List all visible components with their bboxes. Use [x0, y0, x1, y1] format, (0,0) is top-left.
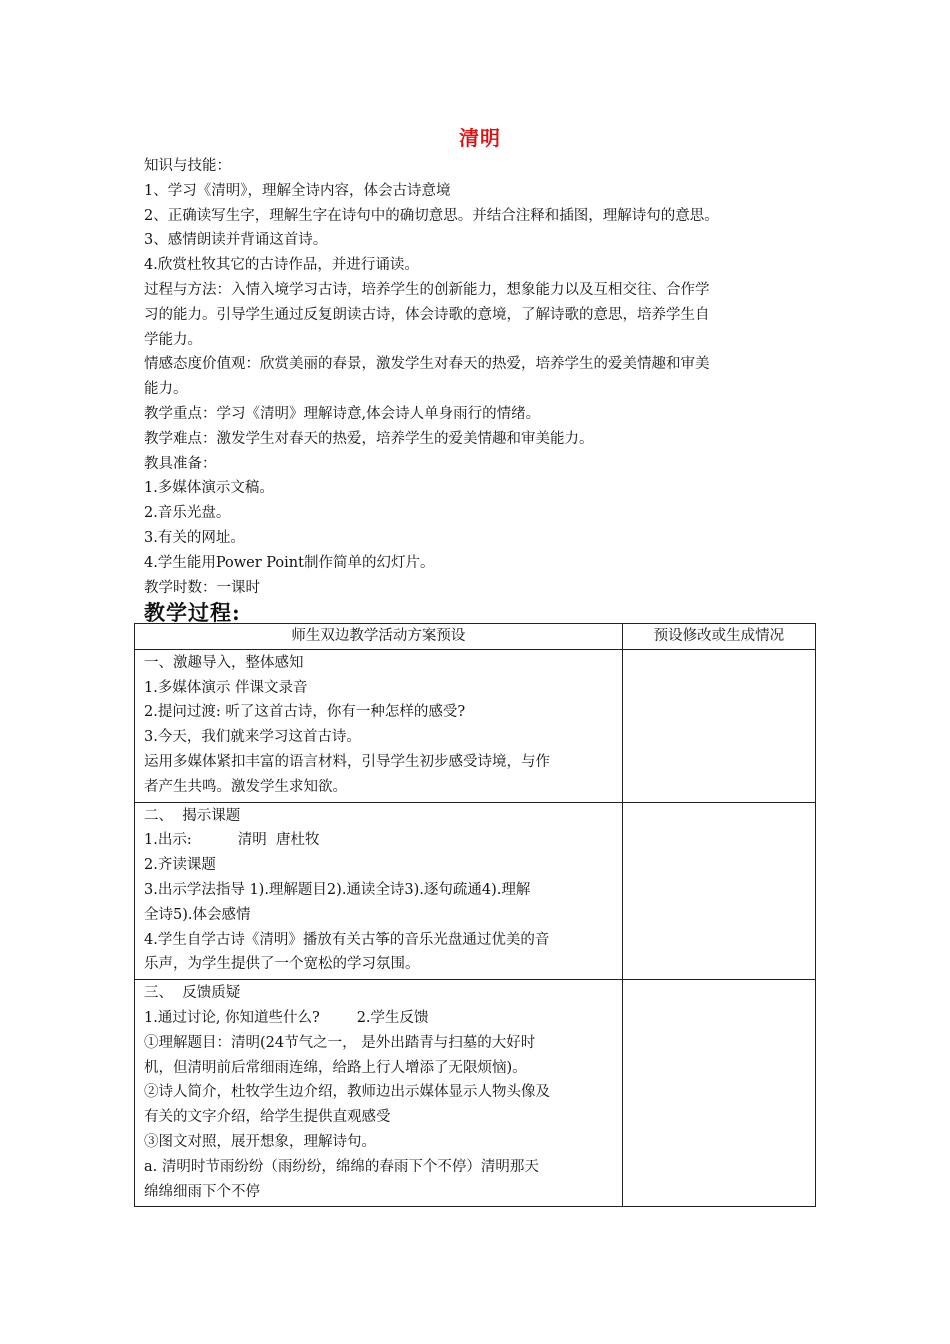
cell-line: 机，但清明前后常细雨连绵，给路上行人增添了无限烦恼)。 [144, 1059, 527, 1076]
lesson-hours-line: 教学时数：一课时 [144, 579, 260, 596]
table-row [135, 649, 816, 802]
notes-cell [622, 649, 815, 802]
notes-cell [622, 802, 815, 980]
header-revision-notes: 预设修改或生成情况 [622, 624, 815, 650]
document-title: 清明 [459, 126, 501, 150]
cell-line: 1.出示: 清明 唐杜牧 [144, 832, 320, 849]
cell-line: 运用多媒体紧扣丰富的语言材料，引导学生初步感受诗境，与作 [144, 753, 550, 770]
objective-line: 2、正确读写生字，理解生字在诗句中的确切意思。并结合注释和插图，理解诗句的意思。 [144, 207, 719, 224]
document-page [144, 124, 816, 626]
table-row [135, 802, 816, 980]
cell-line: 绵绵细雨下个不停 [144, 1183, 260, 1200]
cell-line: ③图文对照，展开想象，理解诗句。 [144, 1133, 376, 1150]
objective-line: 1、学习《清明》，理解全诗内容，体会古诗意境 [144, 182, 451, 199]
attitude-line: 情感态度价值观：欣赏美丽的春景，激发学生对春天的热爱，培养学生的爱美情趣和审美 [144, 356, 710, 373]
key-point-line: 教学重点：学习《清明》理解诗意,体会诗人单身雨行的情绪。 [144, 405, 541, 422]
cell-line: 乐声，为学生提供了一个宽松的学习氛围。 [144, 956, 420, 973]
cell-line: 1.通过讨论, 你知道些什么? 2.学生反馈 [144, 1009, 429, 1026]
activity-cell [135, 649, 623, 802]
cell-line: ①理解题目：清明(24节气之一， 是外出踏青与扫墓的大好时 [144, 1034, 536, 1051]
material-item: 3.有关的网址。 [144, 529, 245, 546]
cell-line: 4.学生自学古诗《清明》播放有关古筝的音乐光盘通过优美的音 [144, 931, 550, 948]
cell-line: 2.提问过渡: 听了这首古诗，你有一种怎样的感受? [144, 704, 466, 721]
cell-line: 全诗5).体会感情 [144, 906, 251, 923]
material-item: 1.多媒体演示文稿。 [144, 480, 274, 497]
table-header-row [135, 624, 816, 650]
table-row [135, 980, 816, 1207]
objectives-heading: 知识与技能： [144, 158, 231, 174]
header-activity-plan: 师生双边教学活动方案预设 [135, 624, 623, 650]
material-item: 2.音乐光盘。 [144, 505, 231, 522]
attitude-line: 能力。 [144, 381, 188, 398]
materials-heading: 教具准备： [144, 455, 217, 472]
cell-line: 2.齐读课题 [144, 857, 216, 874]
cell-line: 1.多媒体演示 伴课文录音 [144, 679, 308, 696]
process-method-line: 过程与方法：入情入境学习古诗，培养学生的创新能力，想象能力以及互相交往、合作学 [144, 281, 710, 298]
process-method-line: 习的能力。引导学生通过反复朗读古诗，体会诗歌的意境，了解诗歌的意思，培养学生自 [144, 306, 710, 323]
activity-cell [135, 802, 623, 980]
section-title: 一、激趣导入，整体感知 [144, 654, 304, 671]
cell-line: 3.出示学法指导 1).理解题目2).通读全诗3).逐句疏通4).理解 [144, 881, 531, 898]
cell-line: 3.今天，我们就来学习这首古诗。 [144, 729, 361, 746]
objective-line: 3、感情朗读并背诵这首诗。 [144, 232, 328, 249]
section-title: 二、 揭示课题 [144, 807, 241, 824]
activity-cell [135, 980, 623, 1207]
process-heading: 教学过程: [144, 600, 241, 626]
difficulty-line: 教学难点：激发学生对春天的热爱，培养学生的爱美情趣和审美能力。 [144, 430, 594, 447]
cell-line: 有关的文字介绍，给学生提供直观感受 [144, 1109, 391, 1126]
process-method-line: 学能力。 [144, 331, 202, 348]
cell-line: a. 清明时节雨纷纷（雨纷纷，绵绵的春雨下个不停）清明那天 [144, 1158, 539, 1175]
cell-line: 者产生共鸣。激发学生求知欲。 [144, 778, 347, 795]
objective-line: 4.欣赏杜牧其它的古诗作品，并进行诵读。 [144, 257, 419, 274]
material-item: 4.学生能用Power Point制作简单的幻灯片。 [144, 554, 435, 571]
lesson-plan-table [134, 623, 816, 1207]
cell-line: ②诗人简介，杜牧学生边介绍，教师边出示媒体显示人物头像及 [144, 1084, 550, 1101]
section-title: 三、 反馈质疑 [144, 985, 241, 1002]
notes-cell [622, 980, 815, 1207]
objectives-section [144, 154, 816, 600]
